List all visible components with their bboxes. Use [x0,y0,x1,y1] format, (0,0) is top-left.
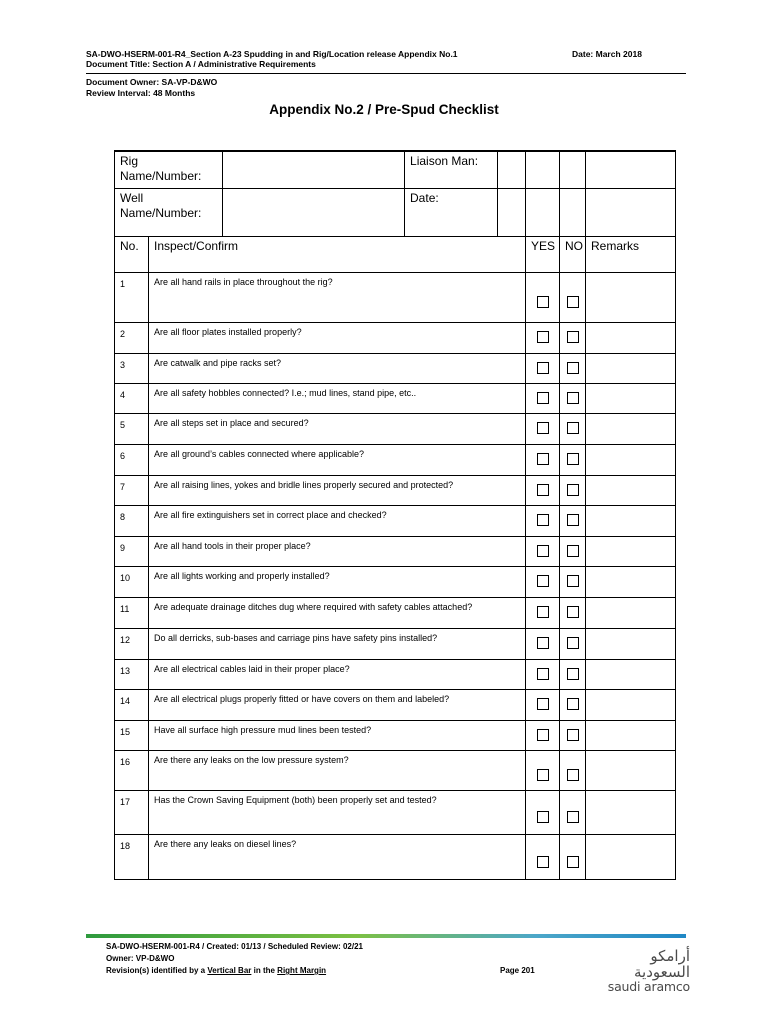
item-yes-cell [526,272,560,322]
item-yes-cell [526,322,560,353]
yes-checkbox[interactable] [537,453,549,465]
item-no-cell [560,597,586,628]
review-interval: Review Interval: 48 Months [86,88,196,98]
checklist-row [115,413,676,444]
no-checkbox[interactable] [567,606,579,618]
liaison-label: Liaison Man: [405,151,498,188]
item-yes-cell [526,834,560,879]
item-yes-cell [526,475,560,505]
item-no-cell [560,475,586,505]
item-no-cell [560,628,586,659]
item-no-cell [560,536,586,566]
item-yes-cell [526,750,560,790]
doc-date: Date: March 2018 [572,49,642,59]
item-question: Are all fire extinguishers set in correct place and checked? [149,505,526,536]
item-no-cell [560,834,586,879]
item-remarks-field[interactable] [586,750,676,790]
no-checkbox[interactable] [567,296,579,308]
item-remarks-field[interactable] [586,659,676,689]
saudi-aramco-logo [596,947,690,994]
no-checkbox[interactable] [567,545,579,557]
yes-checkbox[interactable] [537,811,549,823]
no-checkbox[interactable] [567,484,579,496]
doc-title: Document Title: Section A / Administrative Requirements [86,59,316,69]
checklist-row [115,834,676,879]
item-yes-cell [526,659,560,689]
item-remarks-field[interactable] [586,597,676,628]
item-remarks-field[interactable] [586,383,676,413]
no-checkbox[interactable] [567,575,579,587]
item-remarks-field[interactable] [586,475,676,505]
yes-checkbox[interactable] [537,668,549,680]
checklist-table [114,150,676,880]
checklist-row [115,689,676,720]
liaison-value-field[interactable] [498,151,526,188]
logo-arabic-text: أرامكو السعودية [633,947,690,981]
yes-checkbox[interactable] [537,769,549,781]
footer-owner: Owner: VP-D&WO [106,954,175,963]
item-number: 4 [115,383,149,413]
checklist-row [115,659,676,689]
yes-checkbox[interactable] [537,545,549,557]
col-remarks: Remarks [586,236,676,272]
no-checkbox[interactable] [567,637,579,649]
item-question: Have all surface high pressure mud lines been tested? [149,720,526,750]
no-checkbox[interactable] [567,811,579,823]
liaison-value-field-4[interactable] [586,151,676,188]
item-no-cell [560,505,586,536]
checklist-row [115,597,676,628]
item-remarks-field[interactable] [586,628,676,659]
well-row [115,188,676,236]
doc-owner: Document Owner: SA-VP-D&WO [86,77,218,87]
item-no-cell [560,790,586,834]
column-header-row [115,236,676,272]
item-question: Are there any leaks on the low pressure system? [149,750,526,790]
no-checkbox[interactable] [567,856,579,868]
item-number: 3 [115,353,149,383]
yes-checkbox[interactable] [537,484,549,496]
rig-value-field[interactable] [223,151,405,188]
footer-doc-info: SA-DWO-HSERM-001-R4 / Created: 01/13 / Scheduled Review: 02/21 [106,942,363,951]
item-no-cell [560,566,586,597]
checklist-row [115,720,676,750]
item-question: Are all electrical cables laid in their proper place? [149,659,526,689]
item-remarks-field[interactable] [586,353,676,383]
yes-checkbox[interactable] [537,729,549,741]
item-question: Are all hand tools in their proper place? [149,536,526,566]
item-question: Has the Crown Saving Equipment (both) been properly set and tested? [149,790,526,834]
item-question: Are catwalk and pipe racks set? [149,353,526,383]
item-number: 17 [115,790,149,834]
yes-checkbox[interactable] [537,637,549,649]
footer-revision-note [106,966,326,976]
header-rule [86,73,686,74]
col-no-answer: NO [560,236,586,272]
item-no-cell [560,444,586,475]
well-label: Well Name/Number: [115,188,223,236]
liaison-value-field-3[interactable] [560,151,586,188]
item-number: 2 [115,322,149,353]
item-remarks-field[interactable] [586,790,676,834]
item-question: Are all lights working and properly installed? [149,566,526,597]
item-no-cell [560,322,586,353]
date-label: Date: [405,188,498,236]
item-remarks-field[interactable] [586,272,676,322]
checklist-row [115,790,676,834]
item-remarks-field[interactable] [586,834,676,879]
item-question: Are all hand rails in place throughout the rig? [149,272,526,322]
item-yes-cell [526,536,560,566]
item-question: Are all ground’s cables connected where applicable? [149,444,526,475]
item-number: 15 [115,720,149,750]
item-no-cell [560,720,586,750]
no-checkbox[interactable] [567,362,579,374]
checklist-row [115,566,676,597]
item-number: 1 [115,272,149,322]
item-yes-cell [526,505,560,536]
well-value-field[interactable] [223,188,405,236]
no-checkbox[interactable] [567,514,579,526]
item-remarks-field[interactable] [586,413,676,444]
item-remarks-field[interactable] [586,444,676,475]
item-remarks-field[interactable] [586,566,676,597]
doc-reference: SA-DWO-HSERM-001-R4_Section A-23 Spudding in and Rig/Location release Appendix No.1 [86,49,458,59]
item-no-cell [560,413,586,444]
item-yes-cell [526,566,560,597]
item-yes-cell [526,790,560,834]
item-question: Do all derricks, sub-bases and carriage pins have safety pins installed? [149,628,526,659]
liaison-value-field-2[interactable] [526,151,560,188]
revision-text-a: Revision(s) identified by a [106,966,208,975]
checklist-row [115,628,676,659]
item-question: Are all raising lines, yokes and bridle lines properly secured and protected? [149,475,526,505]
item-yes-cell [526,413,560,444]
item-remarks-field[interactable] [586,720,676,750]
checklist-row [115,272,676,322]
revision-text-b: Vertical Bar [207,966,252,975]
checklist-row [115,353,676,383]
revision-text-d: Right Margin [277,966,327,975]
yes-checkbox[interactable] [537,856,549,868]
checklist-row [115,536,676,566]
item-yes-cell [526,444,560,475]
item-number: 6 [115,444,149,475]
no-checkbox[interactable] [567,453,579,465]
yes-checkbox[interactable] [537,422,549,434]
revision-text-c: in the [251,966,278,975]
item-number: 16 [115,750,149,790]
no-checkbox[interactable] [567,698,579,710]
item-remarks-field[interactable] [586,536,676,566]
item-number: 8 [115,505,149,536]
no-checkbox[interactable] [567,769,579,781]
col-no: No. [115,236,149,272]
item-number: 7 [115,475,149,505]
item-remarks-field[interactable] [586,505,676,536]
item-no-cell [560,272,586,322]
item-no-cell [560,659,586,689]
page-title: Appendix No.2 / Pre-Spud Checklist [269,102,499,117]
page-number: Page 201 [500,966,535,975]
item-yes-cell [526,597,560,628]
yes-checkbox[interactable] [537,362,549,374]
item-question: Are there any leaks on diesel lines? [149,834,526,879]
item-number: 14 [115,689,149,720]
item-question: Are all safety hobbles connected? I.e.; mud lines, stand pipe, etc.. [149,383,526,413]
checklist-row [115,505,676,536]
logo-english-text: saudi aramco [607,979,690,994]
rig-row [115,151,676,188]
item-no-cell [560,689,586,720]
no-checkbox[interactable] [567,668,579,680]
yes-checkbox[interactable] [537,331,549,343]
yes-checkbox[interactable] [537,514,549,526]
item-remarks-field[interactable] [586,322,676,353]
yes-checkbox[interactable] [537,296,549,308]
item-number: 5 [115,413,149,444]
checklist-row [115,750,676,790]
item-question: Are all electrical plugs properly fitted or have covers on them and labeled? [149,689,526,720]
item-yes-cell [526,628,560,659]
item-yes-cell [526,383,560,413]
checklist-row [115,444,676,475]
item-yes-cell [526,720,560,750]
item-yes-cell [526,689,560,720]
no-checkbox[interactable] [567,422,579,434]
item-yes-cell [526,353,560,383]
yes-checkbox[interactable] [537,392,549,404]
col-inspect: Inspect/Confirm [149,236,526,272]
item-number: 13 [115,659,149,689]
no-checkbox[interactable] [567,392,579,404]
item-number: 18 [115,834,149,879]
yes-checkbox[interactable] [537,606,549,618]
item-number: 12 [115,628,149,659]
date-value-field-2[interactable] [526,188,560,236]
item-number: 10 [115,566,149,597]
no-checkbox[interactable] [567,729,579,741]
no-checkbox[interactable] [567,331,579,343]
item-no-cell [560,353,586,383]
checklist-row [115,475,676,505]
yes-checkbox[interactable] [537,698,549,710]
item-remarks-field[interactable] [586,689,676,720]
date-value-field-3[interactable] [560,188,586,236]
checklist-row [115,322,676,353]
date-value-field-4[interactable] [586,188,676,236]
yes-checkbox[interactable] [537,575,549,587]
date-value-field[interactable] [498,188,526,236]
item-number: 9 [115,536,149,566]
item-number: 11 [115,597,149,628]
rig-label: Rig Name/Number: [115,151,223,188]
footer-color-bar [86,934,686,938]
item-question: Are adequate drainage ditches dug where required with safety cables attached? [149,597,526,628]
col-yes: YES [526,236,560,272]
item-question: Are all floor plates installed properly? [149,322,526,353]
item-no-cell [560,383,586,413]
item-no-cell [560,750,586,790]
item-question: Are all steps set in place and secured? [149,413,526,444]
checklist-row [115,383,676,413]
